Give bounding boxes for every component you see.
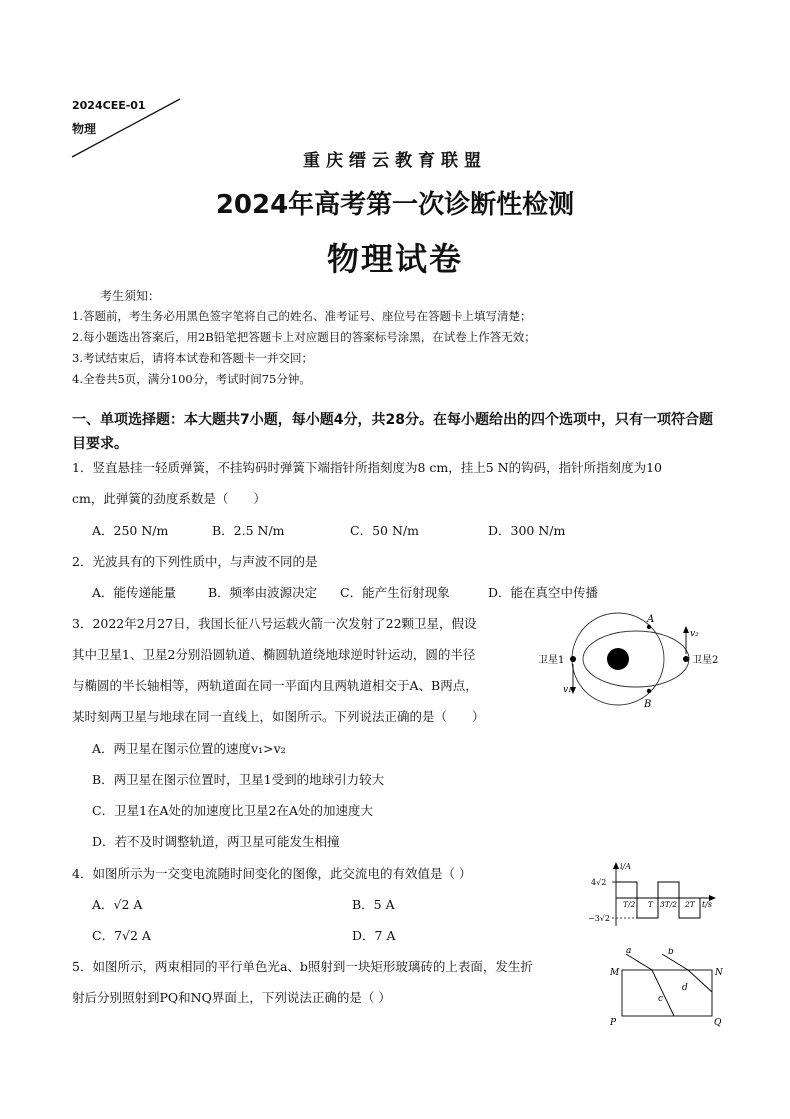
orbit-figure	[536, 612, 732, 710]
section-heading: 一、单项选择题：本大题共7小题，每小题4分，共28分。在每小题给出的四个选项中，只有一项符合题目要求。	[72, 412, 713, 452]
y-axis-label: i/A	[620, 862, 632, 871]
q3-stem-line4: 某时刻两卫星与地球在同一直线上，如图所示。下列说法正确的是（ ）	[72, 709, 485, 724]
q3-option-d: D．若不及时调整轨道，两卫星可能发生相撞	[92, 834, 340, 849]
tick-label: 3T/2	[660, 900, 678, 909]
y-axis-arrowhead	[613, 862, 619, 869]
v2-label: v₂	[690, 629, 699, 639]
ray-d-label: d	[682, 983, 688, 993]
paper-title: 物理试卷	[326, 240, 463, 278]
corner-p-label: P	[610, 1018, 617, 1028]
v2-arrowhead	[683, 626, 689, 633]
elliptical-orbit	[583, 631, 689, 687]
q2-stem: 2．光波具有的下列性质中，与声波不同的是	[72, 554, 318, 569]
sat1-label: 卫星1	[538, 655, 565, 666]
notice-item: 4.全卷共5页，满分100分，考试时间75分钟。	[72, 372, 311, 386]
q1-stem-line2: cm，此弹簧的劲度系数是（ ）	[72, 491, 266, 506]
glass-block-figure	[602, 948, 724, 1028]
ray-a-refracted	[652, 970, 674, 1016]
q3-stem-line2: 其中卫星1、卫星2分别沿圆轨道、椭圆轨道绕地球逆时针运动，圆的半径	[72, 647, 476, 662]
q1-option-a: A．250 N/m	[92, 523, 169, 538]
y-neg-label: −3√2	[588, 914, 610, 923]
corner-q-label: Q	[714, 1018, 722, 1028]
notice-title: 考生须知：	[100, 289, 161, 303]
q4-stem: 4．如图所示为一交变电流随时间变化的图像，此交流电的有效值是（ ）	[72, 866, 472, 881]
glass-block	[622, 970, 712, 1016]
q2-option-d: D．能在真空中传播	[488, 585, 599, 600]
tick-label: 2T	[685, 900, 695, 909]
y-pos-label: 4√2	[591, 878, 607, 887]
exam-code: 2024CEE-01	[72, 99, 146, 112]
satellite2-dot	[683, 656, 689, 662]
q5-stem-line2: 射后分别照射到PQ和NQ界面上，下列说法正确的是（ ）	[72, 990, 391, 1005]
current-time-graph	[588, 860, 724, 932]
ray-a-incident	[626, 954, 652, 970]
satellite1-dot	[570, 656, 576, 662]
q3-stem-line3: 与椭圆的半长轴相等，两轨道面在同一平面内且两轨道相交于A、B两点，	[72, 678, 478, 693]
sat2-label: 卫星2	[692, 655, 719, 666]
point-b-dot	[647, 689, 651, 693]
q3-option-b: B．两卫星在图示位置时，卫星1受到的地球引力较大	[92, 772, 385, 787]
q3-option-a: A．两卫星在图示位置的速度v₁>v₂	[92, 741, 286, 756]
tick-label: T	[648, 900, 654, 909]
ray-b-label: b	[668, 948, 674, 957]
q1-stem-line1: 1．竖直悬挂一轻质弹簧，不挂钩码时弹簧下端指针所指刻度为8 cm，挂上5 N的钩码，指针所指刻度为10	[72, 460, 663, 475]
q5-stem-line1: 5．如图所示，两束相同的平行单色光a、b照射到一块矩形玻璃砖的上表面，发生折	[72, 959, 533, 974]
q2-option-b: B．频率由波源决定	[208, 585, 318, 600]
v1-label: v₁	[563, 685, 572, 695]
point-b-label: B	[644, 699, 652, 710]
ray-b-incident	[662, 954, 688, 970]
q4-option-b: B．5 A	[352, 897, 395, 912]
q3-stem-line1: 3．2022年2月27日，我国长征八号运载火箭一次发射了22颗卫星，假设	[72, 616, 477, 631]
notice-item: 1.答题前，考生务必用黑色签字笔将自己的姓名、准考证号、座位号在答题卡上填写清楚；	[72, 309, 532, 323]
tick-label: T/2	[623, 900, 636, 909]
q4-option-d: D．7 A	[352, 928, 396, 943]
point-a-dot	[647, 625, 651, 629]
notice-item: 2.每小题选出答案后，用2B铅笔把答题卡上对应题目的答案标号涂黑，在试卷上作答无效；	[72, 330, 536, 344]
subject-label: 物理	[72, 122, 97, 136]
q1-option-d: D．300 N/m	[488, 523, 566, 538]
earth-icon	[607, 648, 629, 670]
q3-option-c: C．卫星1在A处的加速度比卫星2在A处的加速度大	[92, 803, 374, 818]
point-a-label: A	[647, 614, 655, 625]
ray-a-label: a	[626, 948, 632, 956]
q4-option-a: A．√2 A	[92, 897, 143, 912]
q1-option-b: B．2.5 N/m	[212, 523, 285, 538]
ray-b-refracted	[688, 970, 712, 992]
corner-m-label: M	[610, 968, 620, 978]
q2-option-c: C．能产生衍射现象	[340, 585, 450, 600]
corner-n-label: N	[715, 968, 723, 978]
q2-option-a: A．能传递能量	[92, 585, 177, 600]
notice-item: 3.考试结束后，请将本试卷和答题卡一并交回；	[72, 351, 313, 365]
exam-title: 2024年高考第一次诊断性检测	[215, 190, 575, 220]
q1-option-c: C．50 N/m	[350, 523, 419, 538]
x-axis-label: t/s	[702, 900, 713, 909]
organization-title: 重庆缙云教育联盟	[303, 151, 487, 171]
ray-c-label: c	[658, 994, 664, 1004]
q4-option-c: C．7√2 A	[92, 928, 151, 943]
